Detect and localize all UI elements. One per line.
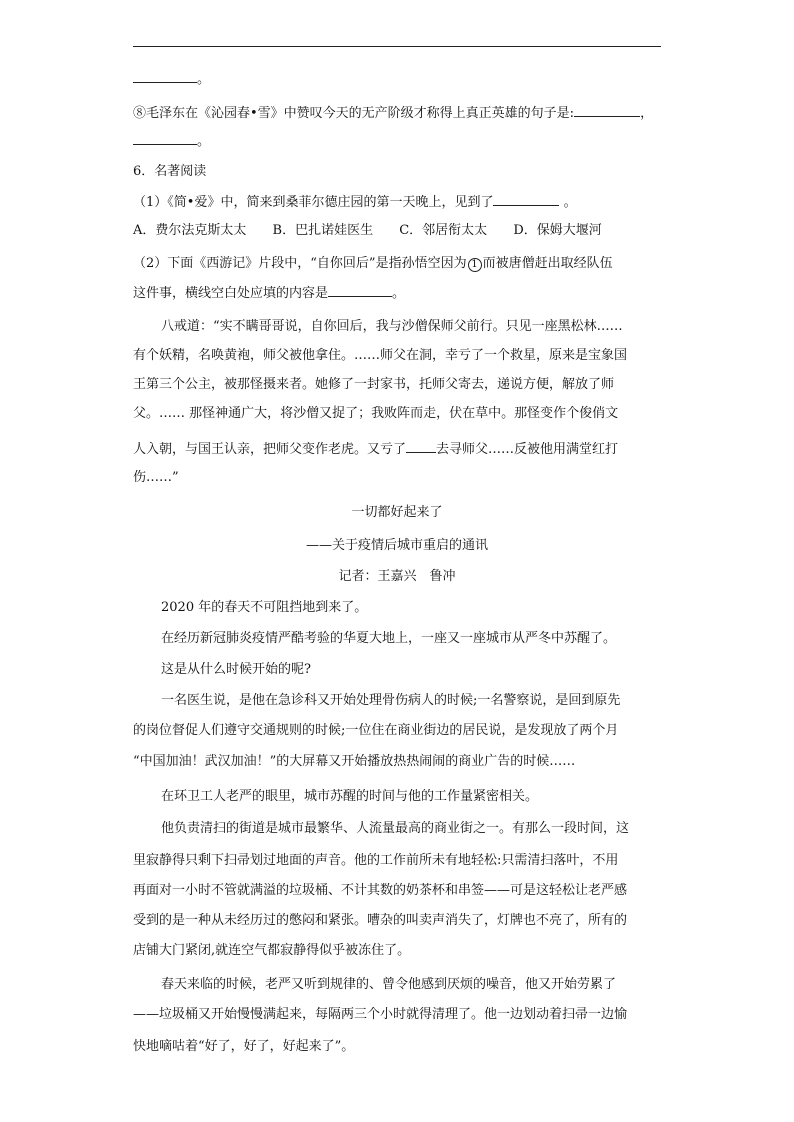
- quote-line: 八戒道：“实不瞒哥哥说，自你回后，我与沙僧保师父前行。只见一座黑松林……: [161, 319, 623, 334]
- option-b[interactable]: B．巴扎诺娃医生: [272, 223, 374, 238]
- option-d[interactable]: D．保姆大堰河: [513, 223, 602, 238]
- article-paragraph: 一名医生说，是他在急诊科又开始处理骨伤病人的时候;一名警察说，是回到原先: [161, 693, 621, 708]
- question-text: （1）《简•爱》中，简来到桑菲尔德庄园的第一天晚上，见到了: [133, 195, 494, 210]
- question-6-sub1: [133, 193, 673, 212]
- quote-line: 王第三个公主，被那怪摄来者。她修了一封家书，托师父寄去，递说方便，解放了师: [133, 377, 615, 392]
- quote-line: [133, 440, 661, 459]
- option-a[interactable]: A．费尔法克斯太太: [133, 223, 247, 238]
- question-item-8: [133, 104, 673, 123]
- question-text: ⑧毛泽东在《沁园春•雪》中赞叹今天的无产阶级才称得上真正英雄的句子是:: [133, 106, 575, 121]
- article-subtitle: ——关于疫情后城市重启的通讯: [305, 538, 488, 553]
- article-paragraph: 春天来临的时候，老严又听到规律的、曾令他感到厌烦的噪音，他又开始劳累了: [161, 977, 617, 992]
- article-paragraph: 2020 年的春天不可阻挡地到来了。: [161, 600, 368, 615]
- article-paragraph-cont: 里寂静得只剩下扫帚划过地面的声音。他的工作前所未有地轻松:只需清扫落叶，不用: [133, 853, 619, 868]
- question-6-heading: 6．名著阅读: [133, 164, 207, 179]
- answer-line-rule: [133, 46, 661, 47]
- article-paragraph-cont: 受到的是一种从未经历过的憋闷和紧张。嘈杂的叫卖声消失了，灯牌也不亮了，所有的: [133, 913, 628, 928]
- answer-blank[interactable]: [133, 70, 197, 83]
- quote-text: 人入朝，与国王认亲，把师父变作老虎。又亏了: [133, 442, 407, 457]
- article-paragraph: 在环卫工人老严的眼里，城市苏醒的时间与他的工作量紧密相关。: [161, 789, 539, 804]
- punctuation: 。: [197, 72, 211, 87]
- answer-blank[interactable]: [493, 193, 559, 206]
- article-title: 一切都好起来了: [351, 505, 443, 520]
- article-paragraph-cont: 店铺大门紧闭,就连空气都寂静得似乎被冻住了。: [133, 943, 411, 958]
- question-text: 这件事，横线空白处应填的内容是: [133, 286, 329, 301]
- circled-number: 1: [468, 258, 482, 272]
- question-item-8-cont: [133, 132, 673, 151]
- answer-blank[interactable]: [574, 104, 640, 117]
- quote-line: 伤……”: [133, 470, 179, 485]
- article-paragraph: 他负责清扫的街道是城市最繁华、人流量最高的商业街之一。有那么一段时间，这: [161, 821, 630, 836]
- question-6-sub2: [133, 255, 673, 273]
- article-paragraph-cont: ——垃圾桶又开始慢慢满起来，每隔两三个小时就得清理了。他一边划动着扫帚一边愉: [133, 1007, 628, 1022]
- question-6-options: [133, 222, 673, 240]
- quote-text: 去寻师父……反被他用满堂红打: [436, 442, 619, 457]
- punctuation: 。: [197, 134, 211, 149]
- article-paragraph-cont: 再面对一小时不管就满溢的垃圾桶、不计其数的奶茶杯和串签——可是这轻松让老严感: [133, 883, 628, 898]
- quote-line: 父。…… 那怪神通广大，将沙僧又捉了；我败阵而走，伏在草中。那怪变作个俊俏文: [133, 406, 619, 421]
- article-paragraph: 在经历新冠肺炎疫情严酷考验的华夏大地上，一座又一座城市从严冬中苏醒了。: [161, 631, 617, 646]
- answer-blank[interactable]: [406, 440, 436, 453]
- answer-blank[interactable]: [133, 132, 197, 145]
- article-byline: 记者：王嘉兴 鲁冲: [338, 569, 456, 584]
- question-text: 而被唐僧赶出取经队伍: [482, 256, 613, 271]
- question-6-sub2-cont: [133, 284, 673, 303]
- quote-line: 有个妖精，名唤黄袍，师父被他拿住。……师父在洞，幸亏了一个救星，原来是宝象国: [133, 348, 628, 363]
- question-text: （2）下面《西游记》片段中，“自你回后”是指孙悟空因为: [133, 256, 467, 271]
- answer-blank[interactable]: [328, 284, 392, 297]
- option-c[interactable]: C．邻居衔太太: [399, 223, 488, 238]
- punctuation: 。: [392, 286, 406, 301]
- article-paragraph-cont: 的岗位督促人们遵守交通规则的时候;一位住在商业街边的居民说，是发现放了两个月: [133, 723, 619, 738]
- punctuation: 。: [559, 195, 577, 210]
- punctuation: ，: [640, 106, 654, 121]
- article-paragraph-cont: 快地嘀咕着“好了，好了，好起来了”。: [133, 1039, 355, 1054]
- answer-blank-line: [133, 70, 673, 89]
- article-paragraph: 这是从什么时候开始的呢?: [161, 662, 311, 677]
- article-paragraph-cont: “中国加油！武汉加油！”的大屏幕又开始播放热热闹闹的商业广告的时候……: [133, 754, 576, 769]
